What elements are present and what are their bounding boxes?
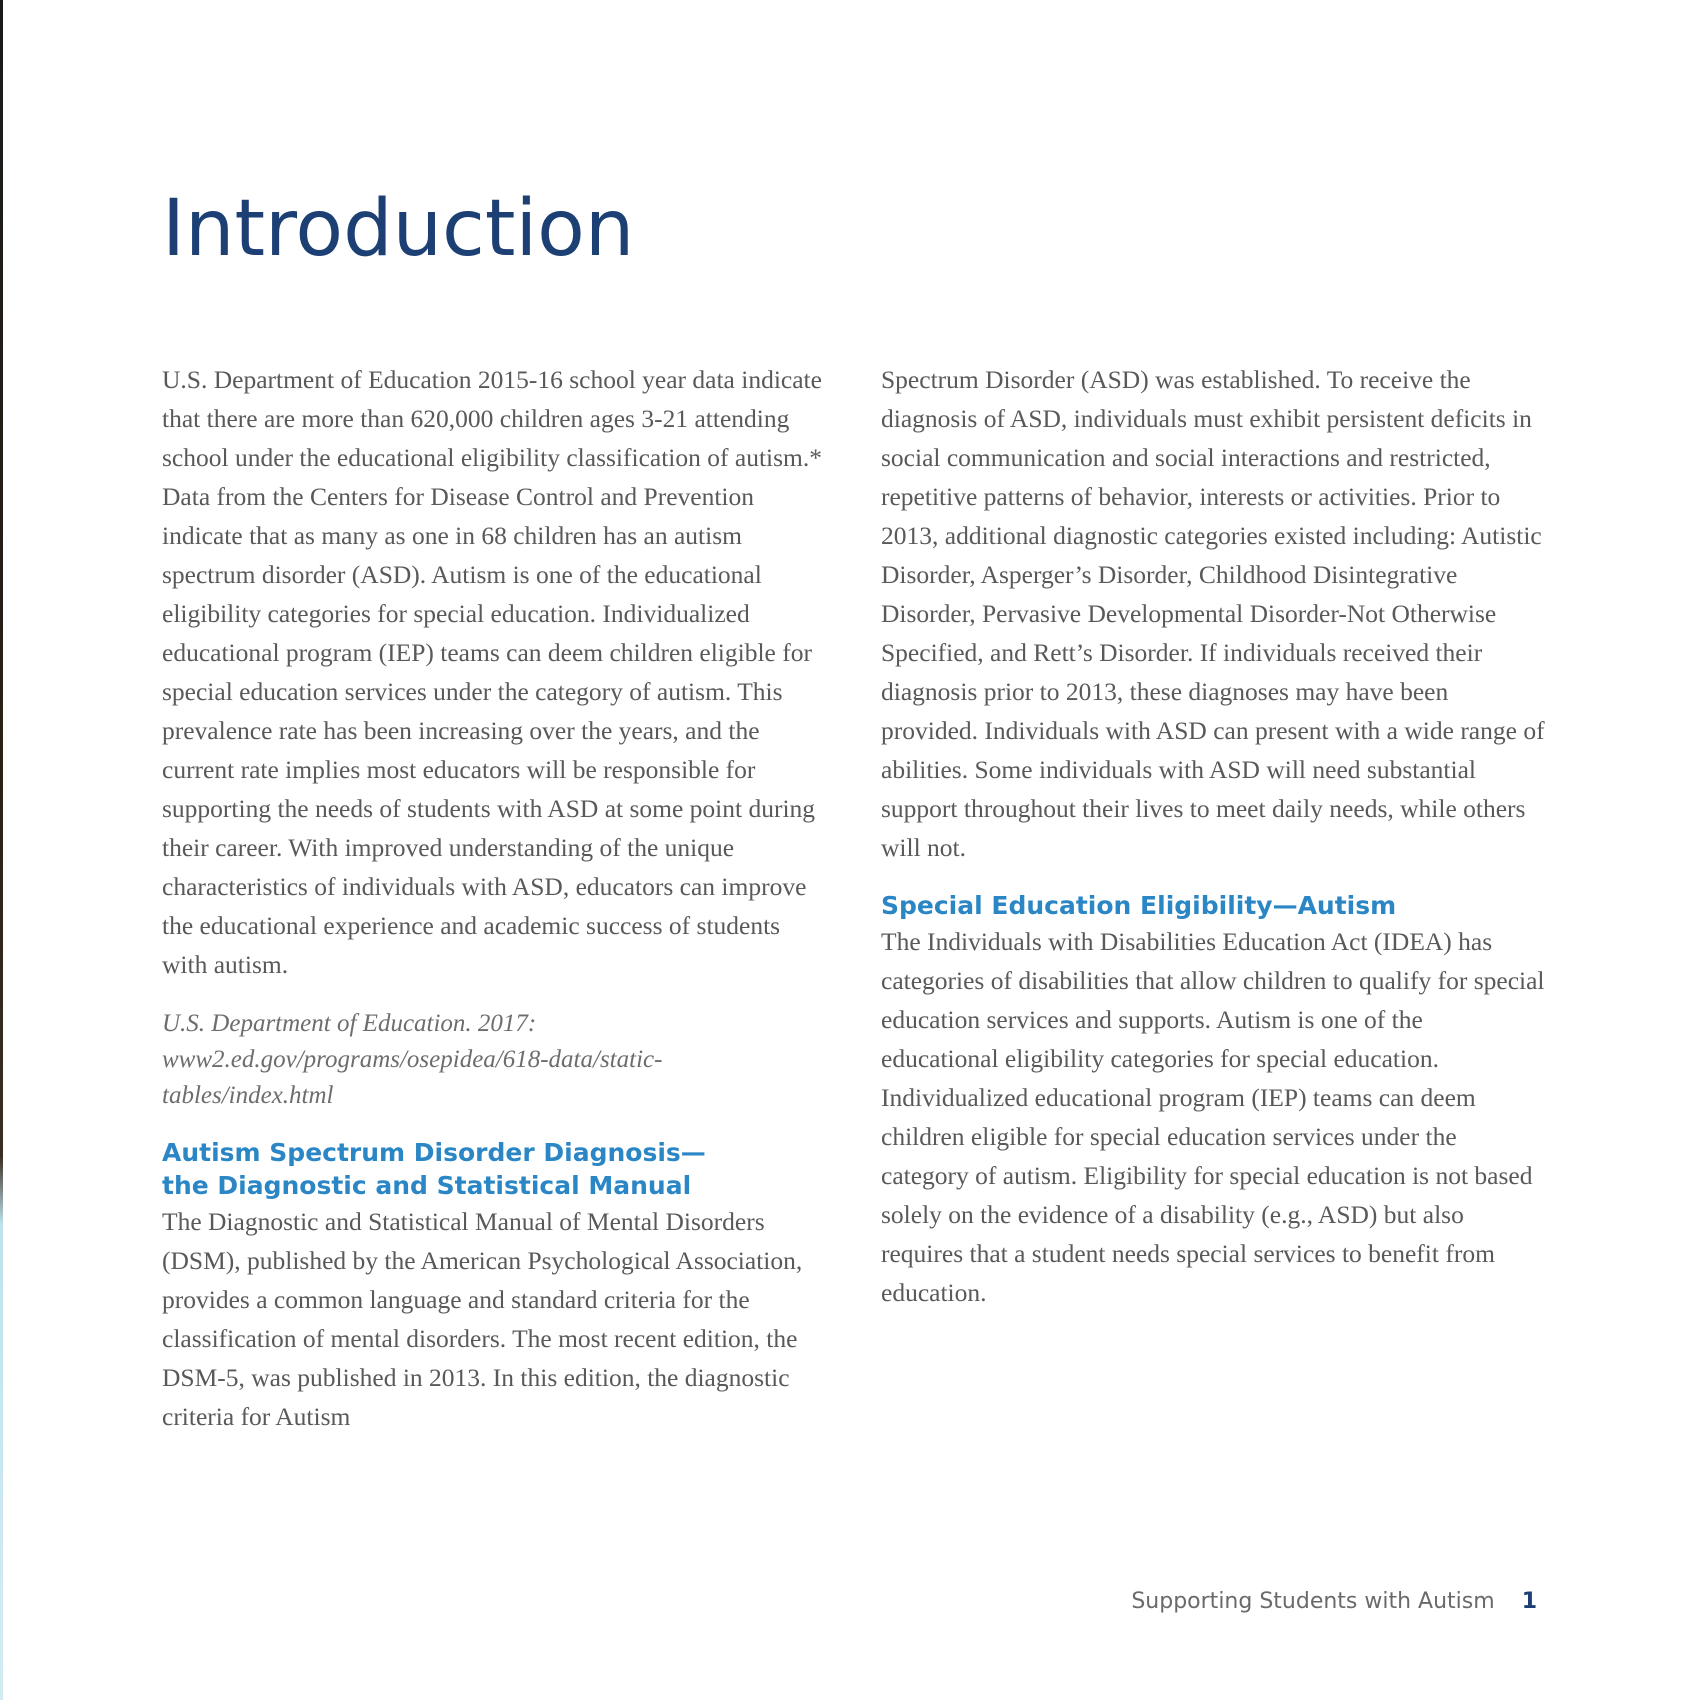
citation-footnote: U.S. Department of Education. 2017: www2.ed.gov/programs/osepidea/618-data/static-tables/index.html xyxy=(162,1010,663,1109)
page-number: 1 xyxy=(1521,1589,1537,1614)
page-footer xyxy=(1131,1587,1537,1617)
dsm-section-heading xyxy=(162,1136,822,1202)
page-title: Introduction xyxy=(162,184,635,274)
intro-paragraph: U.S. Department of Education 2015-16 school year data indicate that there are more than 620,000 children ages 3-21 attending school under the educational eligibility classification of autism.* Data from the Centers for Disease Control and Prevention indicate that as many as one in 68 children has an autism spectrum disorder (ASD). Autism is one of the educational eligibility categories for special education. Individualized educational program (IEP) teams can deem children eligible for special education services under the category of autism. This prevalence rate has been increasing over the years, and the current rate implies most educators will be responsible for supporting the needs of students with ASD at some point during their career. With improved understanding of the unique characteristics of individuals with ASD, educators can improve the educational experience and academic success of students with autism. xyxy=(162,365,822,979)
right-column xyxy=(881,360,1545,1312)
dsm-heading-line-2: the Diagnostic and Statistical Manual xyxy=(162,1171,692,1200)
footer-publication-title: Supporting Students with Autism xyxy=(1131,1589,1495,1614)
dsm-paragraph: The Diagnostic and Statistical Manual of Mental Disorders (DSM), published by the American Psychological Association, provides a common language and standard criteria for the classification of mental disorders. The most recent edition, the DSM-5, was published in 2013. In this edition, the diagnostic criteria for Autism xyxy=(162,1207,803,1431)
eligibility-section-heading: Special Education Eligibility—Autism xyxy=(881,891,1397,920)
eligibility-paragraph: The Individuals with Disabilities Education Act (IDEA) has categories of disabilities that allow children to qualify for special education services and supports. Autism is one of the educational eligibility categories for special education. Individualized educational program (IEP) teams can deem children eligible for special education services under the category of autism. Eligibility for special education is not based solely on the evidence of a disability (e.g., ASD) but also requires that a student needs special services to benefit from education. xyxy=(881,927,1545,1307)
page-edge-strip xyxy=(0,0,3,1700)
left-column xyxy=(162,360,822,1436)
dsm-heading-line-1: Autism Spectrum Disorder Diagnosis— xyxy=(162,1138,706,1167)
asd-diagnosis-paragraph: Spectrum Disorder (ASD) was established. To receive the diagnosis of ASD, individuals must exhibit persistent deficits in social communication and social interactions and restricted, repetitive patterns of behavior, interests or activities. Prior to 2013, additional diagnostic categories existed including: Autistic Disorder, Asperger’s Disorder, Childhood Disintegrative Disorder, Pervasive Developmental Disorder-Not Otherwise Specified, and Rett’s Disorder. If individuals received their diagnosis prior to 2013, these diagnoses may have been provided. Individuals with ASD can present with a wide range of abilities. Some individuals with ASD will need substantial support throughout their lives to meet daily needs, while others will not. xyxy=(881,365,1545,862)
